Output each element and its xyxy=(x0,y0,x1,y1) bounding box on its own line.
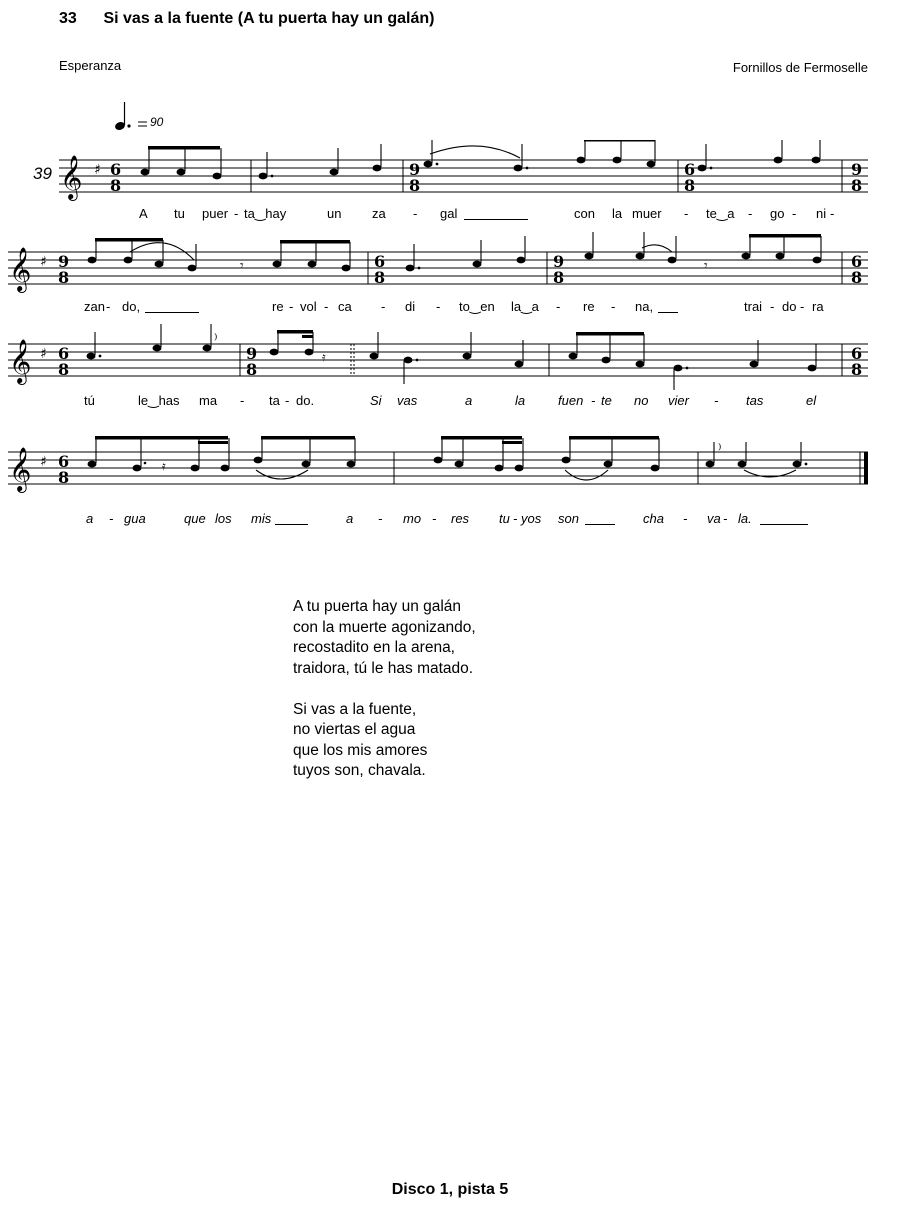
svg-text:𝄿: 𝄿 xyxy=(322,350,326,364)
lyric-syllable: - xyxy=(714,393,719,408)
svg-text:9: 9 xyxy=(58,252,70,271)
lyric-syllable: na, xyxy=(635,299,654,314)
lyric-syllable: mo xyxy=(403,511,422,526)
lyric-syllable: - xyxy=(436,299,441,314)
song-number: 33 xyxy=(59,10,77,27)
lyric-syllable: - xyxy=(234,206,239,221)
lyric-syllable: tu xyxy=(174,206,185,221)
lyric-syllable: va xyxy=(707,511,721,526)
poem-line: que los mis amores xyxy=(293,741,428,759)
lyric-syllable: - xyxy=(830,206,835,221)
poem-stanza xyxy=(293,700,476,782)
poem-line: con la muerte agonizando, xyxy=(293,618,476,636)
lyric-syllable: re xyxy=(583,299,595,314)
song-title-line xyxy=(59,10,434,28)
lyric-syllable: la‿a xyxy=(511,299,539,314)
svg-text:8: 8 xyxy=(684,176,696,195)
lyric-syllable: a xyxy=(86,511,94,526)
svg-text:8: 8 xyxy=(851,360,863,379)
staff-system-1 xyxy=(0,140,900,210)
svg-text:6: 6 xyxy=(110,160,122,179)
svg-text:8: 8 xyxy=(58,268,70,287)
svg-text:6: 6 xyxy=(851,344,863,363)
lyric-syllable: te xyxy=(601,393,612,408)
lyric-syllable: re xyxy=(272,299,284,314)
lyric-syllable: la xyxy=(612,206,623,221)
svg-text:9: 9 xyxy=(409,160,421,179)
poem-line: A tu puerta hay un galán xyxy=(293,598,462,615)
svg-text:8: 8 xyxy=(58,468,70,487)
lyric-syllable: ni xyxy=(816,206,827,221)
lyric-syllable: gal xyxy=(440,206,458,221)
poem-stanza xyxy=(293,597,476,679)
melisma-line xyxy=(760,524,808,525)
poem-line: Si vas a la fuente, xyxy=(293,700,417,718)
lyric-syllable: do, xyxy=(122,299,141,314)
svg-text:6: 6 xyxy=(58,452,70,471)
lyric-syllable: - xyxy=(381,299,386,314)
lyric-syllable: - xyxy=(106,299,111,314)
svg-text:8: 8 xyxy=(553,268,565,287)
lyric-syllable: con xyxy=(574,206,595,221)
lyric-syllable: ma xyxy=(199,393,218,408)
svg-text:𝄾: 𝄾 xyxy=(704,258,708,274)
place-name: Fornillos de Fermoselle xyxy=(732,60,868,75)
poem-line: tuyos son, chavala. xyxy=(293,762,426,779)
lyric-syllable: tas xyxy=(746,393,764,408)
lyric-syllable: no xyxy=(634,393,649,408)
lyric-syllable: - xyxy=(748,206,753,221)
svg-text:8: 8 xyxy=(409,176,421,195)
lyric-syllable: do xyxy=(782,299,797,314)
lyric-syllable: ta‿hay xyxy=(244,206,287,221)
treble-clef-icon: 𝄞 xyxy=(60,155,83,199)
svg-text:6: 6 xyxy=(58,344,70,363)
svg-text:𝄾: 𝄾 xyxy=(240,258,244,274)
svg-text:9: 9 xyxy=(553,252,565,271)
melisma-line xyxy=(275,524,308,525)
poem-line: traidora, tú le has matado. xyxy=(293,659,474,677)
lyric-syllable: - xyxy=(285,393,290,408)
staff-system-4 xyxy=(0,432,900,512)
svg-text:8: 8 xyxy=(851,176,863,195)
lyric-syllable: - xyxy=(432,511,437,526)
dotted-quarter-note-icon xyxy=(114,100,174,134)
lyric-syllable: mis xyxy=(251,511,272,526)
lyric-syllable: - xyxy=(413,206,418,221)
lyric-syllable: Si xyxy=(370,393,382,408)
svg-text:♯: ♯ xyxy=(40,254,47,270)
treble-clef-icon: 𝄞 xyxy=(9,247,32,291)
poem-line: no viertas el agua xyxy=(293,721,416,738)
lyric-syllable: te‿a xyxy=(706,206,735,221)
lyric-syllable: son xyxy=(558,511,579,526)
singer-name: Esperanza xyxy=(59,58,122,73)
lyric-syllable: los xyxy=(215,511,232,526)
svg-text:⁾: ⁾ xyxy=(718,442,722,458)
svg-text:8: 8 xyxy=(246,360,258,379)
svg-text:8: 8 xyxy=(851,268,863,287)
melisma-line xyxy=(585,524,615,525)
svg-text:9: 9 xyxy=(851,160,863,179)
lyric-syllable: vol xyxy=(300,299,317,314)
svg-text:9: 9 xyxy=(246,344,258,363)
lyric-syllable: - xyxy=(683,511,688,526)
lyric-syllable: vier xyxy=(668,393,689,408)
melisma-line xyxy=(464,219,528,220)
svg-text:♯: ♯ xyxy=(94,162,101,178)
lyrics-line-1 xyxy=(0,206,900,226)
lyric-syllable: - xyxy=(556,299,561,314)
lyric-syllable: - xyxy=(800,299,805,314)
lyric-syllable: a xyxy=(465,393,473,408)
lyric-syllable: gua xyxy=(124,511,146,526)
svg-text:♯: ♯ xyxy=(40,346,47,362)
lyric-syllable: di xyxy=(405,299,416,314)
svg-text:6: 6 xyxy=(851,252,863,271)
lyrics-line-2 xyxy=(0,299,900,319)
lyric-syllable: go xyxy=(770,206,785,221)
melisma-line xyxy=(658,312,678,313)
lyric-syllable: ra xyxy=(812,299,824,314)
staff-system-2 xyxy=(0,230,900,300)
lyric-syllable: ta xyxy=(269,393,280,408)
svg-text:𝄿: 𝄿 xyxy=(162,459,166,473)
lyric-syllable: - xyxy=(109,511,114,526)
lyric-syllable: A xyxy=(139,206,148,221)
lyric-syllable: tú xyxy=(84,393,95,408)
lyric-syllable: - xyxy=(378,511,383,526)
lyric-syllable: muer xyxy=(632,206,662,221)
lyrics-line-3 xyxy=(0,393,900,413)
lyric-syllable: el xyxy=(806,393,817,408)
lyric-syllable: - xyxy=(792,206,797,221)
lyric-syllable: trai xyxy=(744,299,763,314)
lyric-syllable: ca xyxy=(338,299,352,314)
staff-system-3 xyxy=(0,318,900,393)
lyric-syllable: vas xyxy=(397,393,418,408)
lyric-syllable: - xyxy=(513,511,518,526)
lyric-syllable: puer xyxy=(202,206,229,221)
svg-text:6: 6 xyxy=(684,160,696,179)
lyric-syllable: to‿en xyxy=(459,299,495,314)
poem-line: recostadito en la arena, xyxy=(293,639,455,656)
svg-text:8: 8 xyxy=(110,176,122,195)
lyric-syllable: la xyxy=(515,393,526,408)
lyric-syllable: - xyxy=(770,299,775,314)
measure-number: 39 xyxy=(33,164,52,183)
lyrics-line-4 xyxy=(0,511,900,531)
track-info: Disco 1, pista 5 xyxy=(391,1181,509,1198)
lyric-syllable: la. xyxy=(738,511,752,526)
lyric-syllable: za xyxy=(372,206,386,221)
svg-text:8: 8 xyxy=(374,268,386,287)
lyric-syllable: - xyxy=(289,299,294,314)
lyric-syllable: le‿has xyxy=(138,393,180,408)
lyric-syllable: - xyxy=(240,393,245,408)
lyric-syllable: que xyxy=(184,511,206,526)
svg-text:♯: ♯ xyxy=(40,454,47,470)
lyric-syllable: un xyxy=(327,206,342,221)
lyric-syllable: yos xyxy=(521,511,542,526)
lyric-syllable: do. xyxy=(296,393,315,408)
lyric-syllable: - xyxy=(324,299,329,314)
svg-text:⁾: ⁾ xyxy=(214,332,218,348)
svg-text:6: 6 xyxy=(374,252,386,271)
tempo-value: 90 xyxy=(150,115,164,129)
lyric-syllable: - xyxy=(684,206,689,221)
lyric-syllable: res xyxy=(451,511,470,526)
lyric-syllable: - xyxy=(591,393,596,408)
lyric-syllable: - xyxy=(611,299,616,314)
treble-clef-icon: 𝄞 xyxy=(9,447,32,491)
lyric-syllable: tu xyxy=(499,511,510,526)
song-title: Si vas a la fuente (A tu puerta hay un galán) xyxy=(103,10,435,27)
svg-text:8: 8 xyxy=(58,360,70,379)
treble-clef-icon: 𝄞 xyxy=(9,339,32,383)
poem-text xyxy=(293,597,476,802)
melisma-line xyxy=(145,312,199,313)
lyric-syllable: zan xyxy=(84,299,105,314)
lyric-syllable: a xyxy=(346,511,354,526)
lyric-syllable: cha xyxy=(643,511,664,526)
lyric-syllable: - xyxy=(723,511,728,526)
lyric-syllable: fuen xyxy=(558,393,584,408)
